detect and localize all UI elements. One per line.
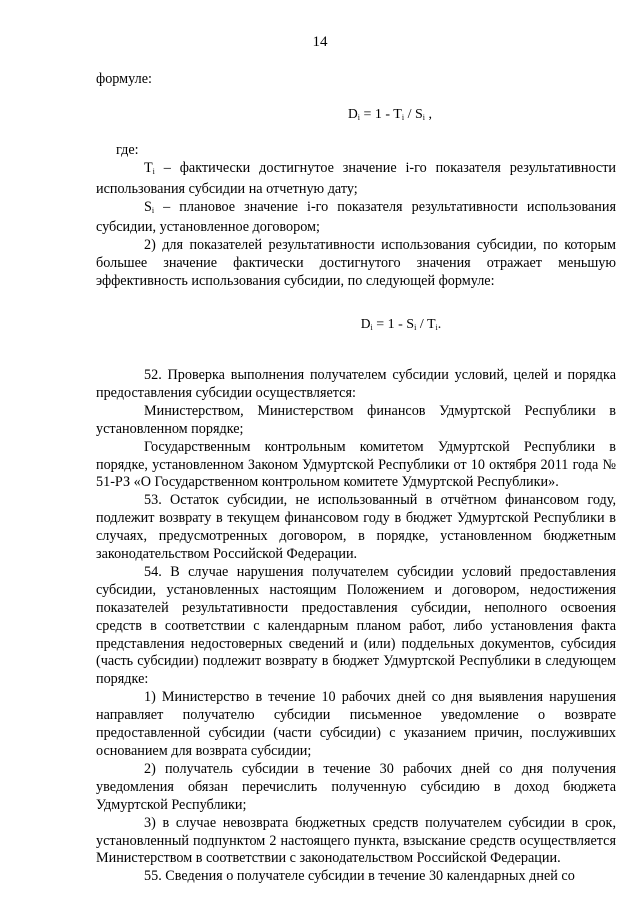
paragraph-52-a: Министерством, Министерством финансов Удмуртской Республики в установленном порядке; [96,402,616,437]
paragraph-54-2: 2) получатель субсидии в течение 30 рабочих дней со дня получения уведомления обязан перечислить полученную субсидию в доход бюджета Удмуртской Республики; [96,760,616,813]
paragraph-54: 54. В случае нарушения получателем субсидии условий предоставления субсидии, установленных настоящим Положением и договором, недостижения показателей результативности предоставления субсидии, неполного освоения средств в соответствии с календарным планом работ, либо установления факта представления недостоверных сведений и (или) поддельных документов, субсидия (часть субсидии) подлежит возврату в бюджет Удмуртской Республики в следующем порядке: [96,563,616,688]
paragraph-52: 52. Проверка выполнения получателем субсидии условий, целей и порядка предоставления субсидии осуществляется: [96,366,616,401]
formula-2: $D_i = 1 - S_i / T_i$. [360,316,442,333]
document-body [96,71,616,886]
page-number: 14 [312,34,328,50]
intro-word: формуле: [96,71,152,87]
formula-1: $D_i = 1 - T_i / S_i$ , [348,105,432,122]
paragraph-54-1: 1) Министерство в течение 10 рабочих дней со дня выявления нарушения направляет получателю субсидии письменное уведомление о возврате предоставленной субсидии (части субсидии) с указанием причин, послуживших основанием для возврата субсидии; [96,689,616,759]
paragraph-55: 55. Сведения о получателе субсидии в течение 30 календарных дней со [144,868,575,885]
paragraph-54-3: 3) в случае невозврата бюджетных средств получателем субсидии в срок, установленный подпунктом 2 настоящего пункта, взыскание средств осуществляется Министерством в соответствии с законодательством Российской Федерации. [96,814,616,867]
paragraph-53: 53. Остаток субсидии, не использованный в отчётном финансовом году, подлежит возврату в текущем финансовом году в бюджет Удмуртской Республики в случаях, предусмотренных договором, в порядке, установленном бюджетным законодательством Российской Федерации. [96,492,616,563]
where-label: где: [116,141,139,158]
si-definition: $S_i$ – плановое значение i-го показателя результативности использования субсидии, установленное договором; [96,198,616,236]
paragraph-52-b: Государственным контрольным комитетом Удмуртской Республики в порядке, установленном Законом Удмуртской Республики от 10 октября 2011 года № 51-РЗ «О Государственном контрольном комитете Удмуртской Республики». [96,438,616,491]
item-2: 2) для показателей результативности использования субсидии, по которым большее значение фактически достигнутого значения отражает меньшую эффективность использования субсидии, по следующей формуле: [96,237,616,290]
ti-definition: $T_i$ – фактически достигнутое значение i-го показателя результативности использования субсидии на отчетную дату; [96,159,616,197]
